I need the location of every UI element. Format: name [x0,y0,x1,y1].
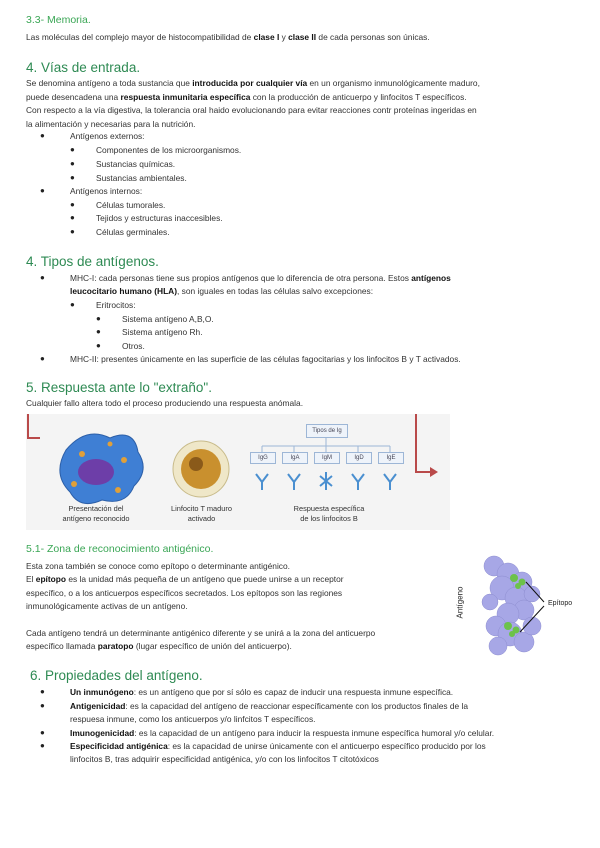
heading-respuesta-extrano: 5. Respuesta ante lo "extraño". [26,380,212,395]
list-item: Sistema antígeno A,B,O. [122,314,214,324]
ig-box: IgM [314,452,340,464]
bullet-icon: ● [70,173,75,182]
vias-paragraph: Se denomina antígeno a toda sustancia que introducida por cualquier vía en un organismo inmunológicamente maduro, puede desencadena una respuesta inmunitaria específica con la producción de anticuerpo y linfocitos T específicos. Con respecto a la vía digestiva, la tolerancia oral haido evolucionando para evitar reacciones contr proteínas ingeridas en la alimentación y necesarias para la nutrición. [26,78,480,129]
bullet-icon: ● [96,314,101,323]
heading-tipos-antigenos: 4. Tipos de antígenos. [26,254,159,269]
bullet-icon: ● [96,327,101,336]
zona-line: El epítopo es la unidad más pequeña de un antígeno que puede unirse a un receptor [26,574,344,584]
bullet-icon: ● [40,186,45,195]
list-item: Células germinales. [96,227,170,237]
zona-line: específico llamada paratopo (lugar específico de unión del anticuerpo). [26,641,292,651]
prop-especificidad-cont: linfocitos B, tras adquirir especificidad antigénica, y/o con los linfocitos T citotóxicos [70,754,379,764]
mhc1-item: MHC-I: cada personas tiene sus propios antígenos que lo diferencia de otra persona. Estos antígenos [70,273,451,283]
bullet-icon: ● [70,145,75,154]
caption-respuesta-b: Respuesta específica de los linfocitos B [293,504,365,523]
zona-line: inmunológicamente activas de un antígeno. [26,601,188,611]
bullet-icon: ● [40,741,45,750]
bullet-icon: ● [40,273,45,282]
prop-antigenicidad: Antigenicidad: es la capacidad del antígeno de reaccionar específicamente con los productos finales de la [70,701,469,711]
list-item: Células tumorales. [96,200,166,210]
heading-vias-entrada: 4. Vías de entrada. [26,60,141,75]
prop-inmunogeno: Un inmunógeno: es un antígeno que por sí sólo es capaz de inducir una respuesta inmune específica. [70,687,454,697]
bullet-icon: ● [70,227,75,236]
list-item: Componentes de los microorganismos. [96,145,242,155]
prop-antigenicidad-cont: respuesa inmune, como los anticuerpos y/o linfcitos T específicos. [70,714,316,724]
eritrocitos-label: Eritrocitos: [96,300,136,310]
list-item: Otros. [122,341,145,351]
ig-box: IgD [346,452,372,464]
mhc2-item: MHC-II: presentes únicamente en las superficie de las células fagocitarias y los linfocitos B y T activados. [70,354,461,364]
label-epitopo: Epítopo [548,600,573,607]
antigen-molecule-illustration [452,552,592,662]
bullet-icon: ● [40,687,45,696]
respuesta-text: Cualquier fallo altera todo el proceso produciendo una respuesta anómala. [26,398,304,408]
bullet-icon: ● [40,131,45,140]
immune-response-figure [26,414,450,530]
memoria-text: Las moléculas del complejo mayor de histocompatibilidad de clase I y clase II de cada personas son únicas. [26,32,430,42]
heading-memoria: 3.3- Memoria. [26,14,91,26]
bullet-icon: ● [40,701,45,710]
ig-tree-root: Tipos de Ig [306,424,348,438]
antigenos-internos: Antígenos internos: [70,186,143,196]
antigenos-externos: Antígenos externos: [70,131,145,141]
zona-line: Cada antígeno tendrá un determinante antigénico diferente y se unirá a la zona del anticuerpo [26,628,376,638]
list-item: Sistema antígeno Rh. [122,327,203,337]
caption-linfocito-t: Linfocito T maduro activado [171,504,232,523]
ig-box: IgE [378,452,404,464]
zona-line: específico, o a los anticuerpos específicos secretados. Los epítopos son las regiones [26,588,343,598]
bullet-icon: ● [70,200,75,209]
heading-propiedades: 6. Propiedades del antígeno. [30,668,203,683]
label-antigeno: Antígeno [455,586,465,619]
bullet-icon: ● [70,300,75,309]
zona-line: Esta zona también se conoce como epítopo o determinante antigénico. [26,561,290,571]
bullet-icon: ● [40,728,45,737]
list-item: Tejidos y estructuras inaccesibles. [96,213,223,223]
list-item: Sustancias químicas. [96,159,176,169]
list-item: Sustancias ambientales. [96,173,187,183]
bullet-icon: ● [70,159,75,168]
caption-presentacion: Presentación del antígeno reconocido [62,504,130,523]
heading-zona-reconocimiento: 5.1- Zona de reconocimiento antigénico. [26,543,214,555]
ig-box: IgA [282,452,308,464]
prop-especificidad: Especificidad antigénica: es la capacidad de unirse únicamente con el anticuerpo específico producido por los [70,741,486,751]
epitope-figure [452,552,592,662]
mhc1-item-cont: leucocitario humano (HLA), son iguales en todas las células salvo excepciones: [70,286,374,296]
prop-inmunogenicidad: Imunogenicidad: es la capacidad de un antígeno para inducir la respuesta inmune específica humoral y/o celular. [70,728,495,738]
bullet-icon: ● [40,354,45,363]
bullet-icon: ● [70,213,75,222]
bullet-icon: ● [96,341,101,350]
ig-box: IgG [250,452,276,464]
